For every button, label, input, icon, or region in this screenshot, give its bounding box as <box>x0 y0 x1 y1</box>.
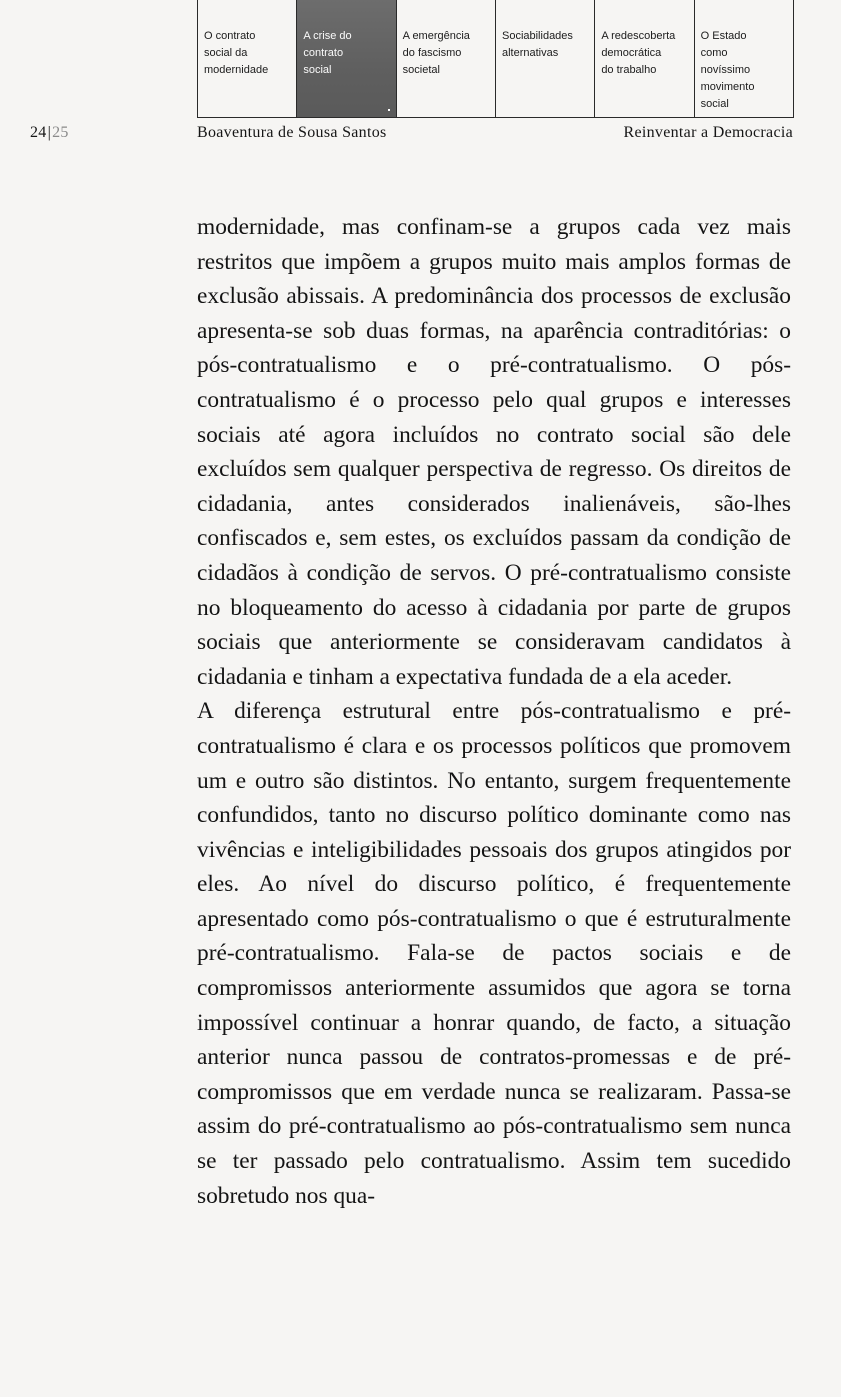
tab-label: Sociabilidades alternativas <box>501 30 573 59</box>
page-numbers <box>30 124 69 142</box>
author-name: Boaventura de Sousa Santos <box>197 124 387 141</box>
tab-o-estado-como-novissimo-movimento-social[interactable] <box>694 0 794 118</box>
tab-label: A crise do contrato social <box>303 30 352 76</box>
tab-label: O contrato social da modernidade <box>204 30 269 76</box>
tab-label: A emergência do fascismo societal <box>402 30 470 76</box>
paragraph: A diferença estrutural entre pós-contratualismo e pré-contratualismo é clara e os processos políticos que promovem um e outro são distintos. No entanto, surgem frequentemente confundidos, tanto no discurso político dominante como nas vivências e inteligibilidades pessoais dos grupos atingidos por eles. Ao nível do discurso político, é frequentemente apresentado como pós-contratualismo o que é estruturalmente pré-contratualismo. Fala-se de pactos sociais e de compromissos anteriormente assumidos que agora se torna impossível continuar a honrar quando, de facto, a situação anterior nunca passou de contratos-promessas e de pré-compromissos que em verdade nunca se realizaram. Passa-se assim do pré-contratualismo ao pós-contratualismo sem nunca se ter passado pelo contratualismo. Assim tem sucedido sobretudo nos qua- <box>197 698 791 1209</box>
paragraph: modernidade, mas confinam-se a grupos cada vez mais restritos que impõem a grupos muito mais amplos formas de exclusão abissais. A predominância dos processos de exclusão apresenta-se sob duas formas, na aparência contraditórias: o pós-contratualismo e o pré-contratualismo. O pós-contratualismo é o processo pelo qual grupos e interesses sociais até agora incluídos no contrato social são dele excluídos sem qualquer perspectiva de regresso. Os direitos de cidadania, antes considerados inalienáveis, são-lhes confiscados e, sem estes, os excluídos passam da condição de cidadãos à condição de servos. O pré-contratualismo consiste no bloqueamento do acesso à cidadania por parte de grupos sociais que anteriormente se consideravam candidatos à cidadania e tinham a expectativa fundada de a ela aceder. <box>197 214 791 690</box>
tab-a-crise-do-contrato-social[interactable] <box>296 0 395 118</box>
tab-label: O Estado como novíssimo movimento social <box>700 30 755 110</box>
running-head <box>0 119 841 145</box>
main-text <box>197 210 791 1213</box>
tab-o-contrato-social-da-modernidade[interactable] <box>197 0 296 118</box>
chapter-navigation-tabs <box>197 0 794 118</box>
page-number-left: 24 <box>30 124 47 141</box>
tab-a-emergencia-do-fascismo-societal[interactable] <box>396 0 495 118</box>
book-title: Reinventar a Democracia <box>623 124 793 141</box>
tab-a-redescoberta-democratica-do-trabalho[interactable] <box>594 0 693 118</box>
tab-sociabilidades-alternativas[interactable] <box>495 0 594 118</box>
tab-label: A redescoberta democrática do trabalho <box>601 30 676 76</box>
page-number-right: 25 <box>52 124 69 141</box>
page-number-separator: | <box>47 124 52 141</box>
